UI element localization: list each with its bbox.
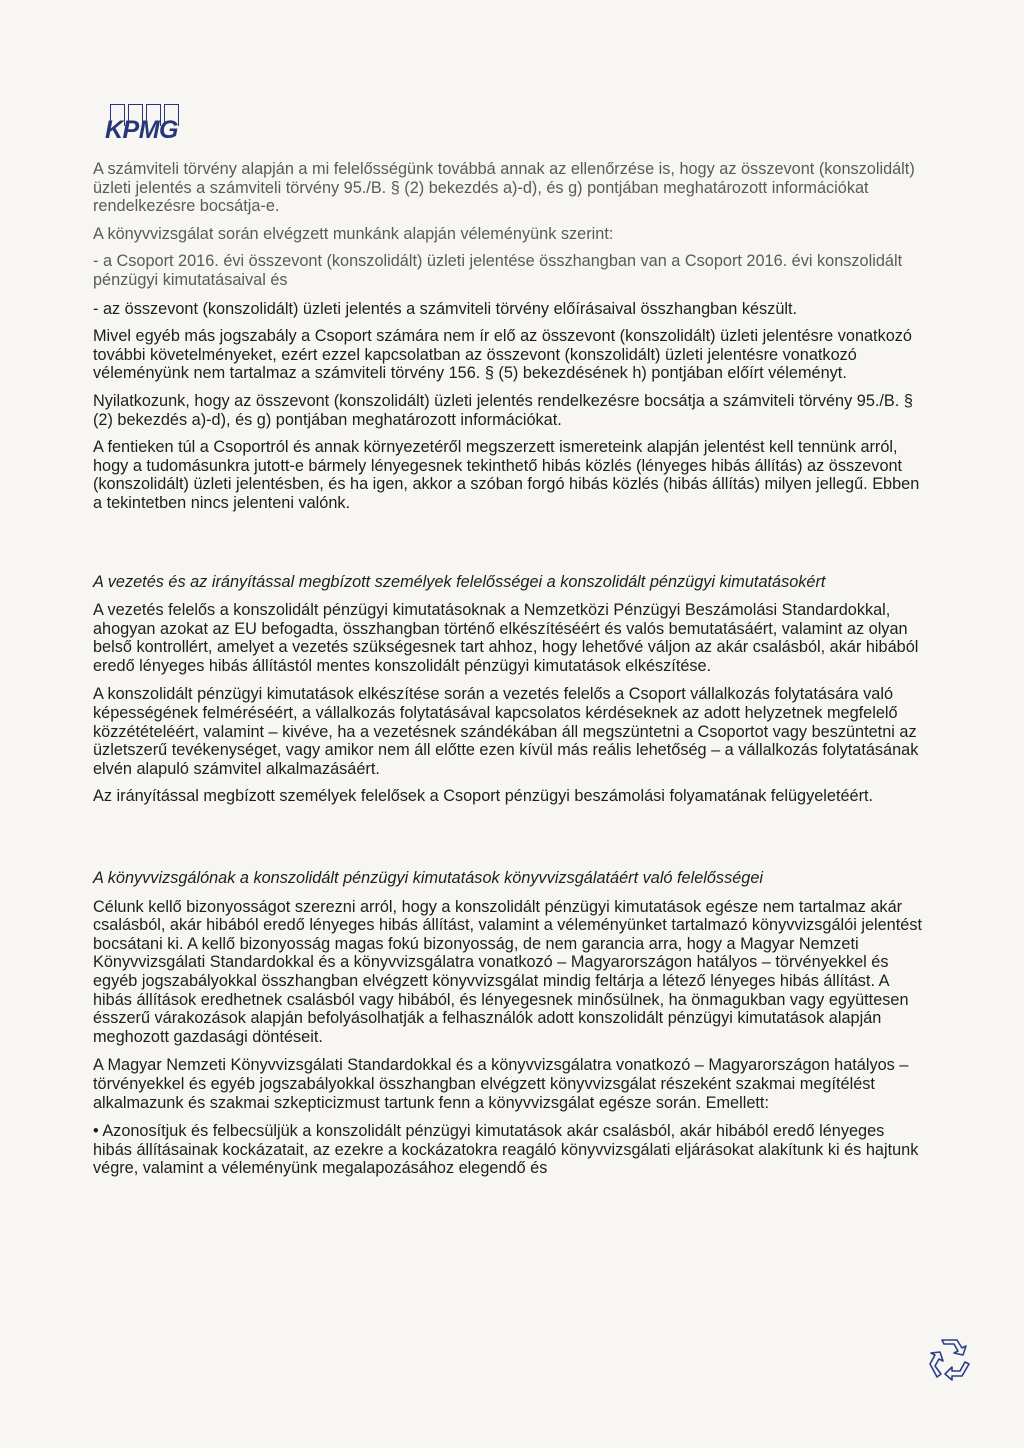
paragraph: Mivel egyéb más jogszabály a Csoport számára nem ír elő az összevont (konszolidált) üzleti jelentésre vonatkozó további követelményeket, ezért ezzel kapcsolatban az összevont (konszolidált) üzleti jelentésre vonatkozó véleményünk nem tartalmaz a számviteli törvény 156. § (5) bekezdésének h) pontjában előírt véleményt. xyxy=(93,327,912,383)
recycle-icon xyxy=(927,1337,971,1381)
logo-text: KPMG xyxy=(105,116,178,144)
section-auditor-responsibilities xyxy=(93,869,923,1178)
paragraph: A számviteli törvény alapján a mi felelősségünk továbbá annak az ellenőrzése is, hogy az összevont (konszolidált) üzleti jelentés a számviteli törvény 95./B. § (2) bekezdés a)-d), és g) pontjában meghatározott információkat rendelkezésre bocsátja-e. xyxy=(93,160,915,216)
paragraph: A könyvvizsgálat során elvégzett munkánk alapján véleményünk szerint: xyxy=(93,224,614,243)
paragraph: - az összevont (konszolidált) üzleti jelentés a számviteli törvény előírásaival összhangban készült. xyxy=(93,299,798,318)
section-heading: A vezetés és az irányítással megbízott személyek felelősségei a konszolidált pénzügyi kimutatásokért xyxy=(93,572,826,591)
paragraph: A konszolidált pénzügyi kimutatások elkészítése során a vezetés felelős a Csoport vállalkozás folytatására való képességének felméréséért, a vállalkozás folytatásával kapcsolatos kérdéseknek az adott helyzetnek megfelelő közzétételéért, valamint – kivéve, ha a vezetésnek szándékában áll megszüntetni a Csoportot vagy beszüntetni az üzletszerű tevékenységet, vagy amikor nem áll előtte ezen kívül más reális lehetőség – a vállalkozás folytatásának elvén alapuló számvitel alkalmazásáért. xyxy=(93,685,919,778)
paragraph: Az irányítással megbízott személyek felelősek a Csoport pénzügyi beszámolási folyamatának felügyeletéért. xyxy=(93,787,874,806)
document-body xyxy=(93,160,923,1178)
kpmg-logo xyxy=(107,104,193,144)
section-business-report xyxy=(93,300,923,513)
paragraph: A fentieken túl a Csoportról és annak környezetéről megszerzett ismereteink alapján jelentést kell tennünk arról, hogy a tudomásunkra jutott-e bármely lényegesnek tekinthető hibás közlés (lényeges hibás állítás) az összevont (konszolidált) üzleti jelentésben, és ha igen, akkor a szóban forgó hibás közlés (hibás állítás) milyen jellegű. Ebben a tekintetben nincs jelenteni valónk. xyxy=(93,438,920,512)
paragraph: - a Csoport 2016. évi összevont (konszolidált) üzleti jelentése összhangban van a Csoport 2016. évi konszolidált pénzügyi kimutatásaival és xyxy=(93,252,903,289)
paragraph: Nyilatkozunk, hogy az összevont (konszolidált) üzleti jelentés rendelkezésre bocsátja a számviteli törvény 95./B. § (2) bekezdés a)-d), és g) pontjában meghatározott információkat. xyxy=(93,391,913,429)
section-heading: A könyvvizsgálónak a konszolidált pénzügyi kimutatások könyvvizsgálatáért való felelősségei xyxy=(93,869,763,888)
paragraph: A Magyar Nemzeti Könyvvizsgálati Standardokkal és a könyvvizsgálatra vonatkozó – Magyarországon hatályos – törvényekkel és egyéb jogszabályokkal összhangban elvégzett könyvvizsgálat részeként szakmai megítélést alkalmazunk és szakmai szkepticizmust tartunk fenn a könyvvizsgálat egésze során. Emellett: xyxy=(93,1056,909,1112)
paragraph: A vezetés felelős a konszolidált pénzügyi kimutatásoknak a Nemzetközi Pénzügyi Beszámolási Standardokkal, ahogyan azokat az EU befogadta, összhangban történő elkészítéséért és valós bemutatásáért, valamint az olyan belső kontrollért, amelyet a vezetés szükségesnek tart ahhoz, hogy lehetővé váljon az akár csalásból, akár hibából eredő lényeges hibás állítástól mentes konszolidált pénzügyi kimutatások elkészítése. xyxy=(93,601,919,675)
section-business-report-gray xyxy=(93,160,923,290)
section-management-responsibilities xyxy=(93,573,923,807)
bullet-item: • Azonosítjuk és felbecsüljük a konszolidált pénzügyi kimutatások akár csalásból, akár hibából eredő lényeges hibás állításainak kockázatait, az ezekre a kockázatokra reagáló könyvvizsgálati eljárásokat alakítunk ki és hajtunk végre, valamint a véleményünk megalapozásához elegendő és xyxy=(93,1122,919,1178)
paragraph: Célunk kellő bizonyosságot szerezni arról, hogy a konszolidált pénzügyi kimutatások egésze nem tartalmaz akár csalásból, akár hibából eredő lényeges hibás állítást, valamint a véleményünket tartalmazó könyvvizsgálói jelentést bocsátani ki. A kellő bizonyosság magas fokú bizonyosság, de nem garancia arra, hogy a Magyar Nemzeti Könyvvizsgálati Standardokkal és a könyvvizsgálatra vonatkozó – Magyarországon hatályos – törvényekkel és egyéb jogszabályokkal összhangban elvégzett könyvvizsgálat mindig feltárja a létező lényeges hibás állítást. A hibás állítások eredhetnek csalásból vagy hibából, és lényegesnek minősülnek, ha önmagukban vagy együttesen ésszerű várakozások alapján befolyásolhatják a felhasználók adott konszolidált pénzügyi kimutatások alapján meghozott gazdasági döntéseit. xyxy=(93,897,922,1046)
